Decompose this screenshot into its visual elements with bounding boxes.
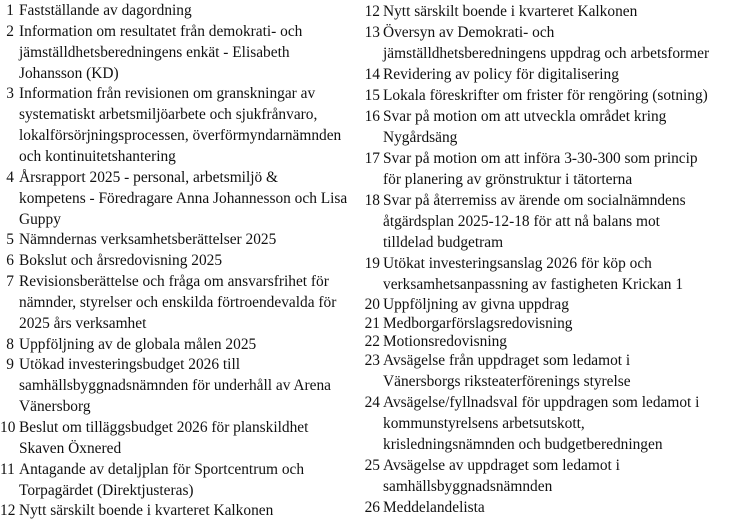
agenda-item-number: 25 [364,457,380,474]
agenda-item-line: Årsrapport 2025 - personal, arbetsmiljö & [19,169,279,186]
agenda-item-line: Svar på återremiss av ärende om socialnämndens [383,192,686,209]
agenda-item-number: 17 [364,150,380,167]
agenda-item-line: samhällsbyggnadsnämnden [383,478,553,495]
agenda-item-text [19,501,273,522]
agenda-item-line: Översyn av Demokrati- och [383,24,555,41]
agenda-item-number: 14 [364,66,380,83]
agenda-item-text [19,84,341,167]
agenda-item-number: 10 [0,419,16,436]
agenda-item-line: för planering av grönstruktur i tätorterna [383,171,633,188]
agenda-item [0,1,192,22]
agenda-item-number: 13 [364,24,380,41]
agenda-item-number: 2 [6,23,14,40]
agenda-item-line: Svar på motion om att utveckla området kring [383,108,667,125]
agenda-item-line: krisledningsnämnden och budgetberedningen [383,436,663,453]
agenda-item-line: Motionsredovisning [383,333,507,350]
agenda-item-line: Skaven Öxnered [19,439,122,457]
agenda-item [0,418,308,460]
agenda-item-number: 16 [364,108,380,125]
agenda-item-line: Information om resultatet från demokrati- och [19,23,303,40]
agenda-item-line: Avsägelse från uppdraget som ledamot i [383,352,631,369]
agenda-item [362,392,699,455]
agenda-item-line: kompetens - Föredragare Anna Johannesson och Lisa [19,189,348,207]
agenda-item-number: 22 [364,333,380,350]
agenda-item-line: jämställdhetsberedningens enkät - Elisabeth [19,43,290,61]
agenda-item-number: 24 [364,394,380,411]
agenda-item-text [383,315,573,333]
agenda-item-number: 26 [364,499,380,516]
agenda-item [0,501,273,522]
agenda-item [362,190,686,253]
agenda-item-text [19,272,336,335]
agenda-item-line: Avsägelse/fyllnadsval för uppdragen som ledamot i [383,394,700,411]
agenda-item-line: Nytt särskilt boende i kvarteret Kalkonen [19,502,274,519]
agenda-item-line: Nygårdsäng [383,129,458,146]
agenda-item-line: Fastställande av dagordning [19,2,192,19]
agenda-item-text [383,190,686,253]
agenda-item [0,230,276,251]
agenda-item-number: 19 [364,255,380,272]
agenda-item-number: 9 [6,356,14,373]
agenda-item-line: nämnder, styrelser och enskilda förtroendevalda för [19,293,337,311]
agenda-item [0,168,347,231]
agenda-item-text [383,497,485,518]
agenda-item-line: 2025 års verksamhet [19,314,147,332]
agenda-item [362,85,708,106]
agenda-item-number: 21 [364,315,380,332]
agenda-item [362,148,698,190]
agenda-item-line: Svar på motion om att införa 3-30-300 som princip [383,150,698,167]
agenda-item-line: Lokala föreskrifter om frister för rengöring (sotning) [383,87,708,104]
agenda-item-line: Nämndernas verksamhetsberättelser 2025 [19,231,277,248]
agenda-item-line: åtgärdsplan 2025-12-18 för att nå balans mot [383,213,660,230]
agenda-item-line: Guppy [19,210,61,228]
agenda-item-number: 15 [364,87,380,104]
agenda-item-number: 23 [364,352,380,369]
agenda-item-line: verksamhetsanpassning av fastigheten Krickan 1 [383,276,684,293]
agenda-item-number: 4 [6,169,14,186]
agenda-item-line: Utökat investeringsanslag 2026 för köp och [383,255,652,272]
agenda-item-text [19,460,304,502]
agenda-item-text [383,148,698,190]
agenda-item-line: tilldelad budgetram [383,234,504,251]
agenda-item [0,460,304,502]
agenda-item-line: Beslut om tilläggsbudget 2026 för planskildhet [19,419,309,436]
agenda-item-line: Nytt särskilt boende i kvarteret Kalkonen [383,3,638,20]
agenda-item-line: jämställdhetsberedningens uppdrag och arbetsformer [383,45,710,62]
agenda-item-text [383,1,637,22]
agenda-item [362,315,573,333]
agenda-item-line: Information från revisionen om granskningar av [19,85,316,102]
agenda-item-line: kommunstyrelsens arbetsutskott, [383,415,585,432]
agenda-item-number: 20 [364,296,380,313]
agenda-item [362,497,485,518]
agenda-item-line: Antagande av detaljplan för Sportcentrum och [19,461,305,478]
agenda-item-line: Bokslut och årsredovisning 2025 [19,252,223,269]
agenda-item-text [383,333,507,351]
agenda-item [0,335,256,356]
agenda-item-line: systematiskt arbetsmiljöarbete och sjukfrånvaro, [19,105,318,123]
agenda-item-line: Vänersborgs riksteaterförenings styrelse [383,373,631,390]
agenda-item-text [19,230,276,251]
agenda-item-line: lokalförsörjningsprocessen, överförmyndarnämnden [19,126,342,144]
agenda-item [362,22,709,64]
agenda-item-number: 8 [6,336,14,353]
agenda-item-number: 7 [6,273,14,290]
agenda-item-line: Uppföljning av de globala målen 2025 [19,336,257,353]
agenda-item [0,84,341,167]
agenda-item [0,251,222,272]
agenda-item-line: Meddelandelista [383,499,485,516]
agenda-item-number: 12 [364,3,380,20]
agenda-item-text [19,355,331,418]
agenda-item-text [383,64,619,85]
agenda-item [362,106,666,148]
agenda-item [362,455,620,497]
agenda-item-text [19,251,222,272]
agenda-item [362,333,507,351]
agenda-item [362,295,569,314]
agenda-item [362,350,631,392]
agenda-item-line: och kontinuitetshantering [19,147,176,165]
agenda-item-text [383,295,569,314]
agenda-item-text [383,392,699,455]
agenda-item [362,253,683,295]
agenda-item-text [383,350,631,392]
agenda-item [0,272,336,335]
agenda-item-line: Utökad investeringsbudget 2026 till [19,356,240,373]
agenda-item-number: 1 [6,2,14,19]
agenda-item-text [19,335,256,356]
agenda-item [362,1,637,22]
agenda-item-text [19,168,347,231]
agenda-item-number: 11 [0,461,15,478]
agenda-item-line: Uppföljning av givna uppdrag [383,296,569,313]
agenda-item-text [19,1,192,22]
agenda-item-number: 6 [6,252,14,269]
agenda-item-line: Torpagärdet (Direktjusteras) [19,481,194,499]
agenda-item-number: 18 [364,192,380,209]
agenda-item-number: 3 [6,85,14,102]
agenda-item-line: Johansson (KD) [19,64,119,82]
agenda-item-text [19,22,302,85]
agenda-item-line: Medborgarförslagsredovisning [383,315,573,332]
agenda-item-line: Revidering av policy för digitalisering [383,66,619,83]
agenda-item [362,64,619,85]
agenda-item-line: Avsägelse av uppdraget som ledamot i [383,457,620,474]
agenda-item-text [383,85,708,106]
agenda-item-text [383,106,666,148]
agenda-item-line: Vänersborg [19,397,91,415]
agenda-item-text [383,253,683,295]
agenda-item-text [383,22,709,64]
agenda-item-number: 5 [6,231,14,248]
agenda-item-line: samhällsbyggnadsnämnden för underhåll av Arena [19,376,331,394]
agenda-item-line: Revisionsberättelse och fråga om ansvarsfrihet för [19,273,329,290]
agenda-item [0,22,302,85]
agenda-item-number: 12 [0,502,16,519]
agenda-item [0,355,331,418]
agenda-item-text [383,455,620,497]
agenda-item-text [19,418,308,460]
